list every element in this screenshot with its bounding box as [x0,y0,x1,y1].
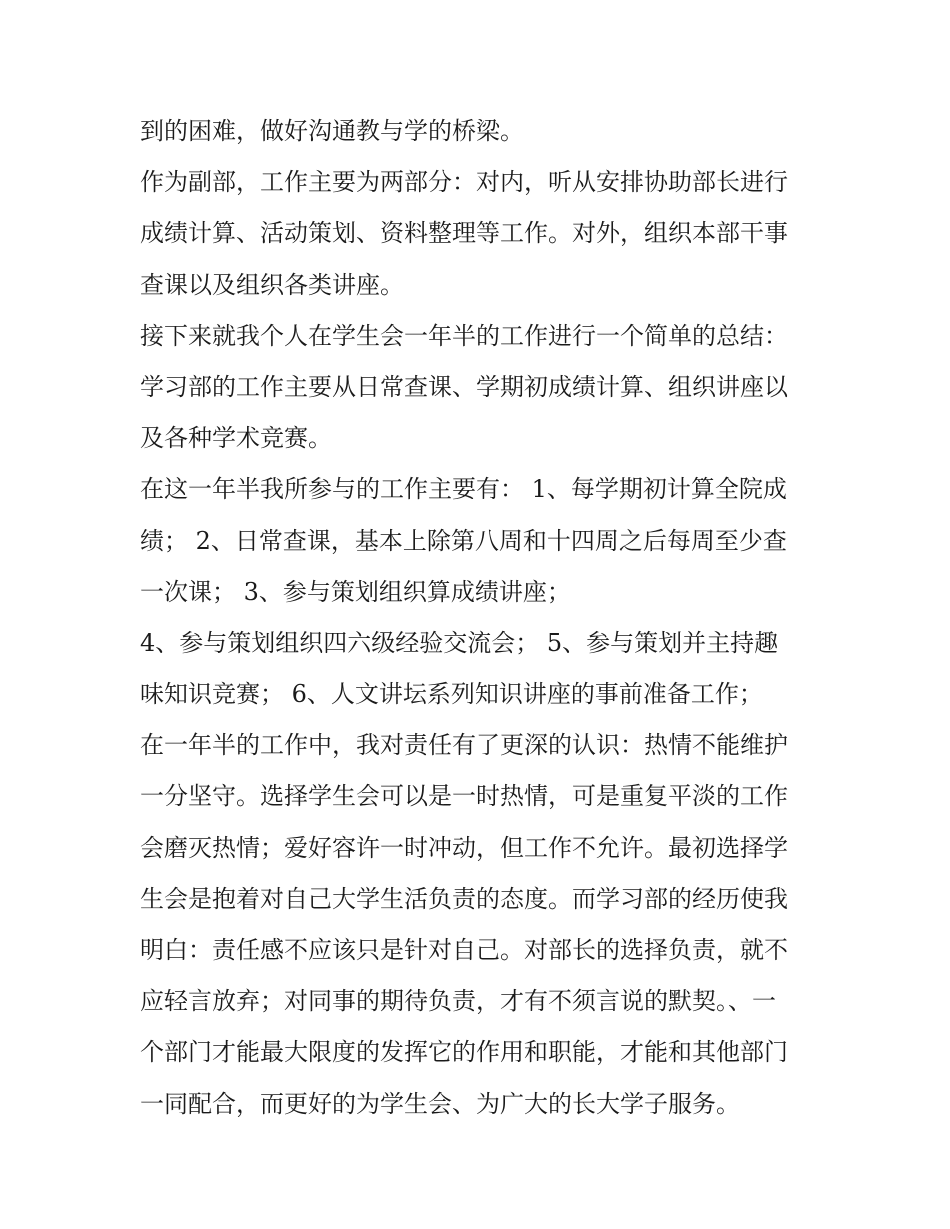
text-line: 及各种学术竞赛。 [140,424,332,453]
text-line: 一次课； 3、参与策划组织算成绩讲座； [140,577,571,606]
text-line: 查课以及组织各类讲座。 [140,270,404,299]
text-line: 个部门才能最大限度的发挥它的作用和职能，才能和其他部门 [140,1038,788,1067]
document-body [140,106,820,1130]
text-line: 一同配合，而更好的为学生会、为广大的长大学子服务。 [140,1089,740,1118]
text-line: 作为副部，工作主要为两部分：对内，听从安排协助部长进行 [140,168,788,197]
text-line: 成绩计算、活动策划、资料整理等工作。对外，组织本部干事 [140,219,788,248]
text-line: 会磨灭热情；爱好容许一时冲动，但工作不允许。最初选择学 [140,833,788,862]
text-line: 4、参与策划组织四六级经验交流会； 5、参与策划并主持趣 [140,628,779,657]
text-line: 味知识竞赛； 6、人文讲坛系列知识讲座的事前准备工作； [140,680,763,709]
text-line: 学习部的工作主要从日常查课、学期初成绩计算、组织讲座以 [140,372,788,401]
text-line: 在这一年半我所参与的工作主要有： 1、每学期初计算全院成 [140,475,787,504]
text-line: 绩； 2、日常查课，基本上除第八周和十四周之后每周至少查 [140,526,787,555]
text-line: 应轻言放弃；对同事的期待负责，才有不须言说的默契。、一 [140,987,776,1016]
text-line: 一分坚守。选择学生会可以是一时热情，可是重复平淡的工作 [140,782,788,811]
text-line: 生会是抱着对自己大学生活负责的态度。而学习部的经历使我 [140,884,788,913]
text-line: 明白：责任感不应该只是针对自己。对部长的选择负责，就不 [140,936,788,964]
text-line: 在一年半的工作中，我对责任有了更深的认识：热情不能维护 [140,731,788,760]
text-line: 接下来就我个人在学生会一年半的工作进行一个简单的总结： [140,321,788,350]
text-line: 到的困难，做好沟通教与学的桥梁。 [140,117,524,145]
